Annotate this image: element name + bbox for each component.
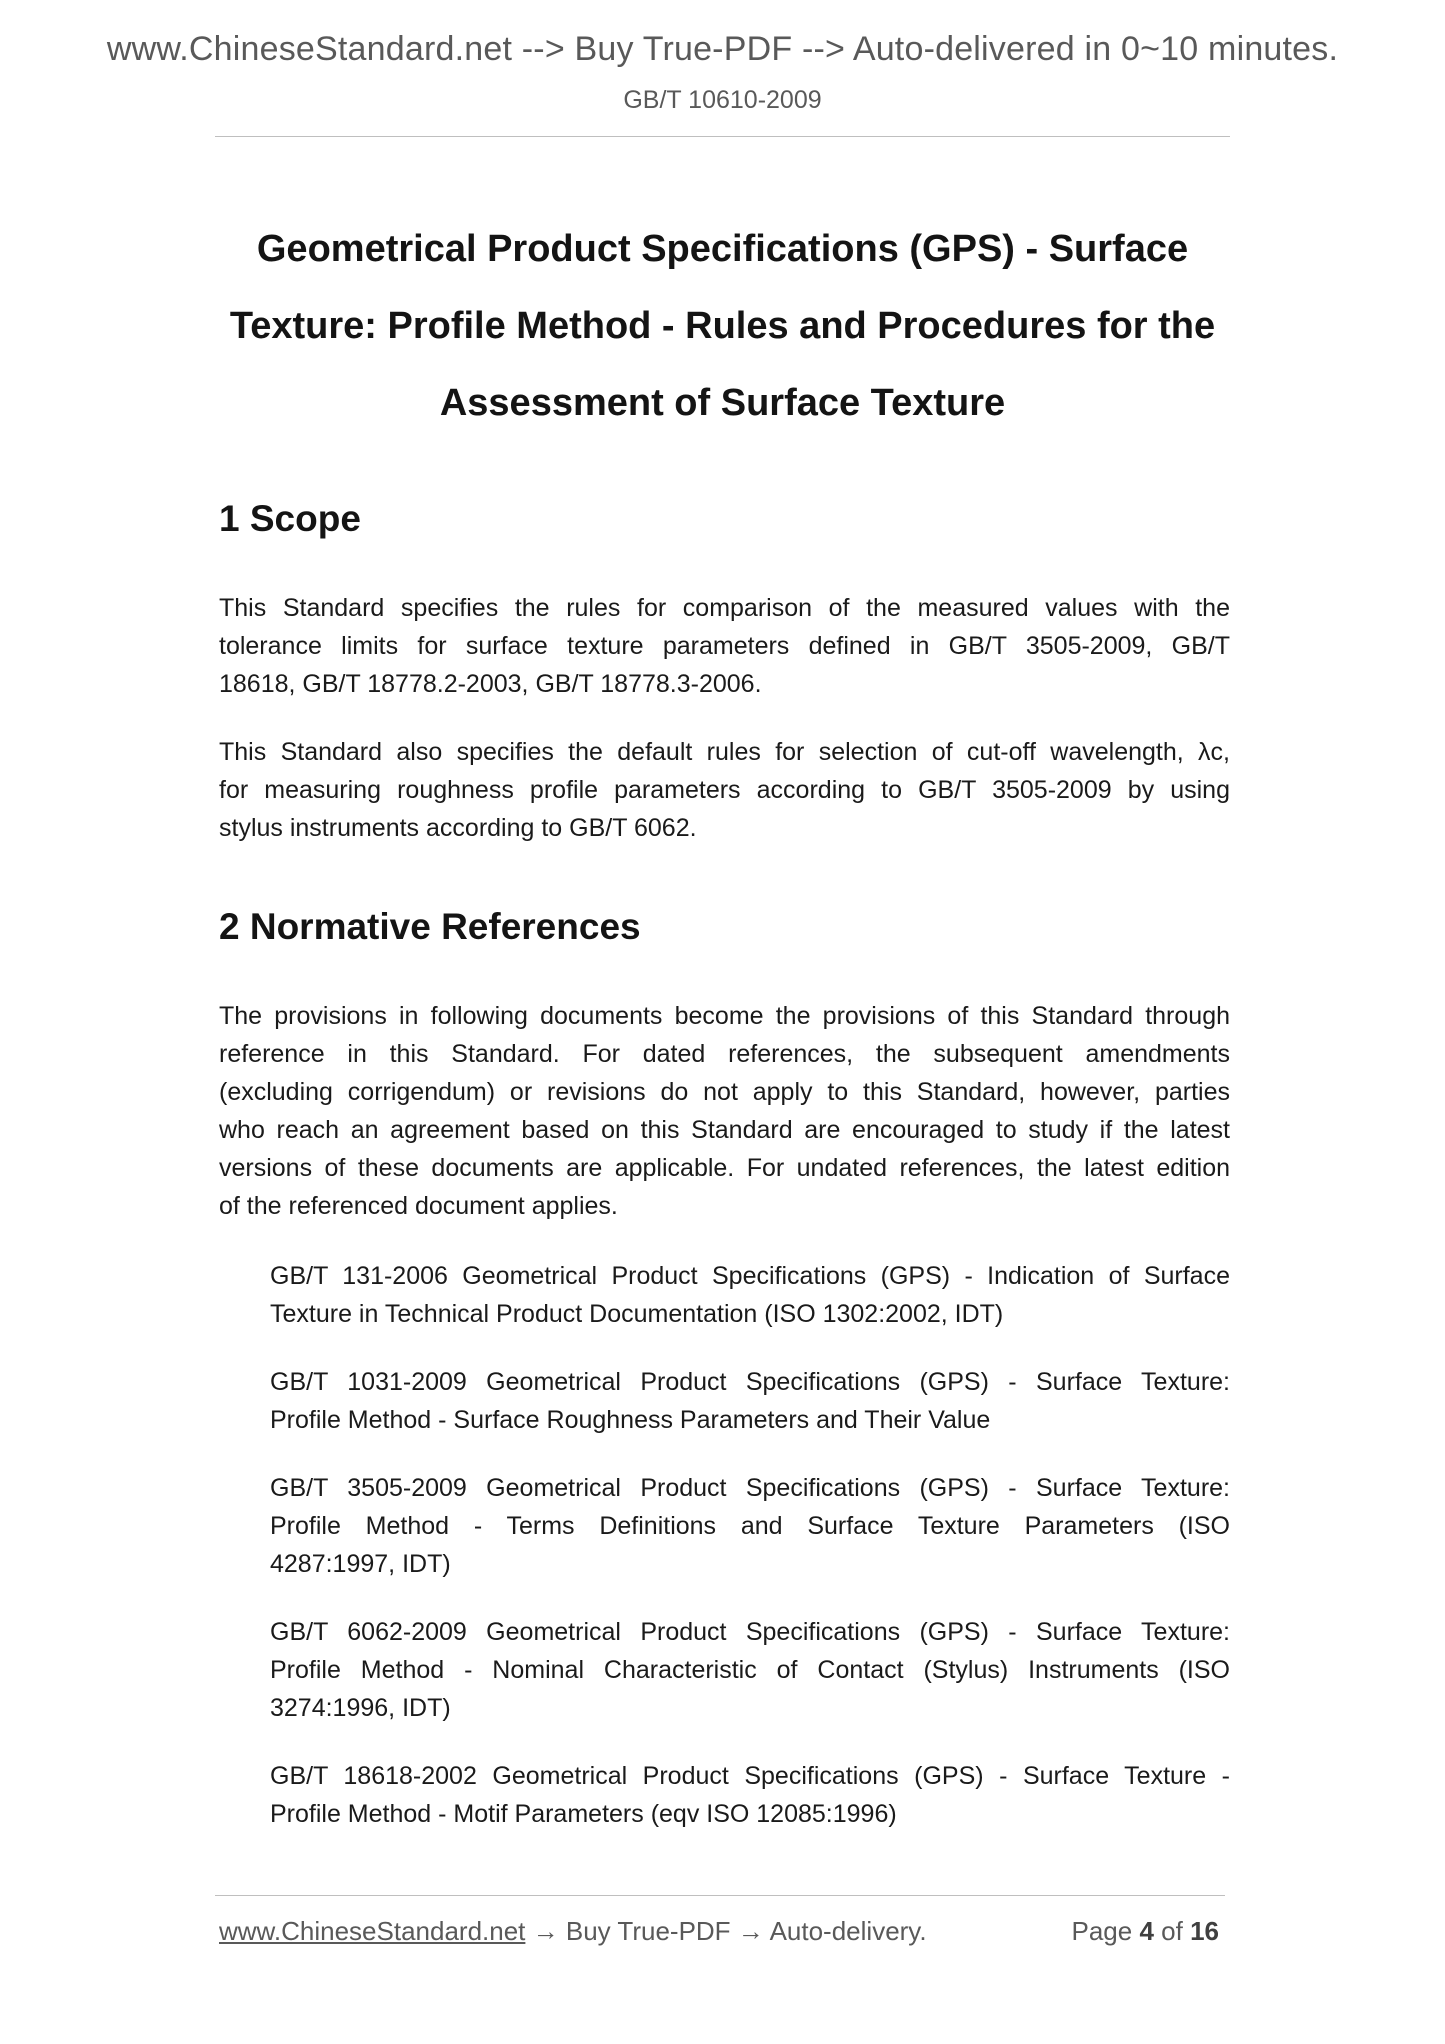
- footer-tagline: → Buy True-PDF → Auto-delivery.: [525, 1916, 927, 1946]
- text-line: This Standard also specifies the default rules for selection of cut-off wavelength, λc,: [219, 738, 1230, 766]
- footer-divider: [215, 1895, 1225, 1896]
- text-line: Profile Method - Terms Definitions and Surface Texture Parameters (ISO: [270, 1512, 1230, 1540]
- text-line: (excluding corrigendum) or revisions do not apply to this Standard, however, parties: [219, 1078, 1230, 1106]
- text-line: who reach an agreement based on this Standard are encouraged to study if the latest: [219, 1116, 1230, 1144]
- text-line: Profile Method - Motif Parameters (eqv ISO 12085:1996): [270, 1800, 897, 1828]
- reference-gb-t-6062: [270, 1613, 1230, 1727]
- footer-left: [219, 1916, 927, 1947]
- page-footer: [219, 1916, 1225, 1950]
- text-line: GB/T 6062-2009 Geometrical Product Specifications (GPS) - Surface Texture:: [270, 1618, 1230, 1646]
- title-line: Geometrical Product Specifications (GPS) - Surface: [256, 228, 1189, 271]
- text-line: The provisions in following documents become the provisions of this Standard through: [219, 1002, 1230, 1030]
- text-line: Profile Method - Nominal Characteristic of Contact (Stylus) Instruments (ISO: [270, 1656, 1230, 1684]
- scope-paragraph-2: [219, 733, 1230, 847]
- text-line: GB/T 1031-2009 Geometrical Product Specifications (GPS) - Surface Texture:: [270, 1368, 1230, 1396]
- page-total: 16: [1190, 1916, 1219, 1946]
- text-line: reference in this Standard. For dated references, the subsequent amendments: [219, 1040, 1230, 1068]
- text-line: This Standard specifies the rules for comparison of the measured values with the: [219, 594, 1230, 622]
- text-line: of the referenced document applies.: [219, 1192, 618, 1220]
- reference-gb-t-1031: [270, 1363, 1230, 1439]
- text-line: Texture in Technical Product Documentation (ISO 1302:2002, IDT): [270, 1300, 1004, 1328]
- text-line: tolerance limits for surface texture parameters defined in GB/T 3505-2009, GB/T: [219, 632, 1230, 660]
- footer-site-link[interactable]: www.ChineseStandard.net: [219, 1916, 526, 1946]
- top-banner: www.ChineseStandard.net --> Buy True-PDF --> Auto-delivered in 0~10 minutes.: [106, 30, 1339, 68]
- text-line: GB/T 3505-2009 Geometrical Product Specifications (GPS) - Surface Texture:: [270, 1474, 1230, 1502]
- section-heading-normative-references: 2 Normative References: [219, 906, 641, 947]
- page-number: 4: [1139, 1916, 1154, 1946]
- text-line: stylus instruments according to GB/T 6062.: [219, 814, 697, 842]
- document-title: [215, 211, 1230, 442]
- reference-gb-t-18618: [270, 1757, 1230, 1833]
- title-line: Assessment of Surface Texture: [439, 382, 1006, 425]
- page-of-label: of: [1161, 1916, 1183, 1946]
- title-line: Texture: Profile Method - Rules and Procedures for the: [229, 305, 1216, 348]
- text-line: for measuring roughness profile parameters according to GB/T 3505-2009 by using: [219, 776, 1230, 804]
- text-line: GB/T 18618-2002 Geometrical Product Specifications (GPS) - Surface Texture -: [270, 1762, 1230, 1790]
- reference-gb-t-131: [270, 1257, 1230, 1333]
- document-id: GB/T 10610-2009: [623, 86, 822, 114]
- reference-gb-t-3505: [270, 1469, 1230, 1583]
- scope-paragraph-1: [219, 589, 1230, 703]
- text-line: 4287:1997, IDT): [270, 1550, 451, 1578]
- text-line: Profile Method - Surface Roughness Parameters and Their Value: [270, 1406, 991, 1434]
- text-line: 18618, GB/T 18778.2-2003, GB/T 18778.3-2006.: [219, 670, 762, 698]
- page-label: Page: [1071, 1916, 1133, 1946]
- text-line: 3274:1996, IDT): [270, 1694, 451, 1722]
- page-indicator: [1071, 1916, 1219, 1947]
- header-divider: [215, 136, 1230, 137]
- text-line: GB/T 131-2006 Geometrical Product Specifications (GPS) - Indication of Surface: [270, 1262, 1230, 1290]
- text-line: versions of these documents are applicable. For undated references, the latest edition: [219, 1154, 1230, 1182]
- normative-intro-paragraph: [219, 997, 1230, 1225]
- section-heading-scope: 1 Scope: [219, 498, 361, 539]
